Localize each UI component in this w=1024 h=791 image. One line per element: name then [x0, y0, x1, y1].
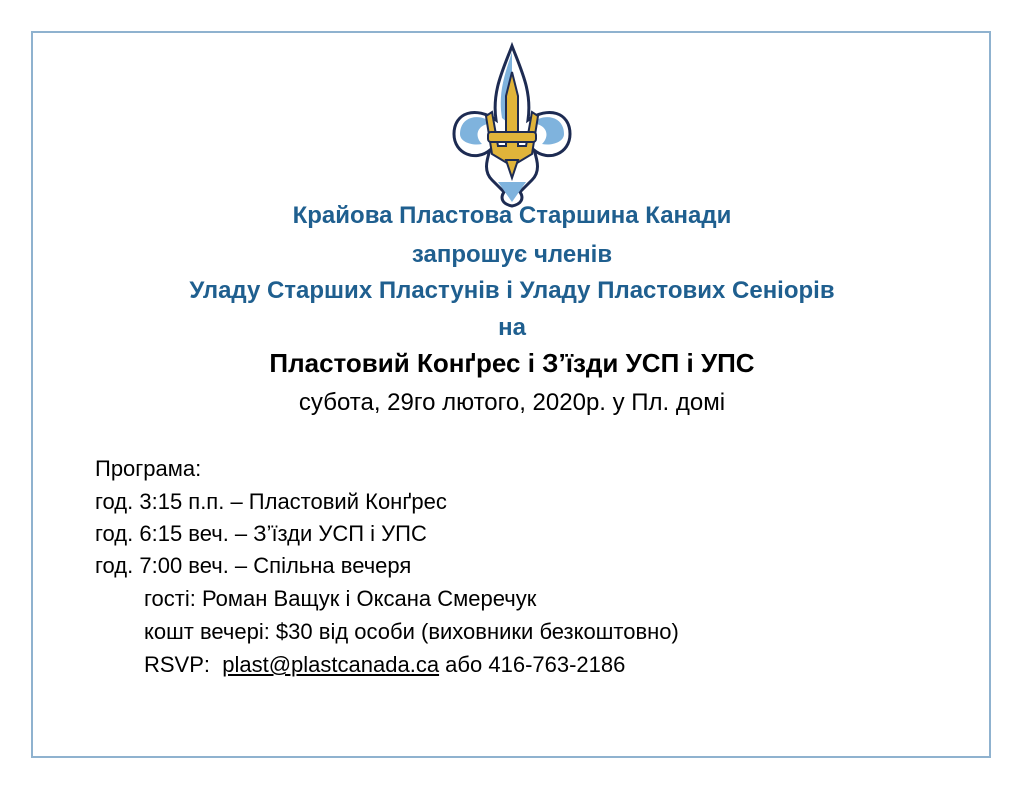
org-name: Крайова Пластова Старшина Канади: [292, 202, 732, 229]
audience-line: Уладу Старших Пластунів і Уладу Пластових Сеніорів: [189, 277, 835, 304]
event-title: Пластовий Конґрес і З’їзди УСП і УПС: [269, 348, 755, 378]
guests-line: гості: Роман Ващук і Оксана Смеречук: [144, 586, 537, 611]
rsvp-label: RSVP:: [144, 652, 223, 677]
invite-line: запрошує членів: [411, 241, 613, 268]
program-item: год. 7:00 веч. – Спільна вечеря: [95, 553, 412, 578]
rsvp-email-link[interactable]: plast@plastcanada.ca: [222, 652, 440, 677]
event-date: субота, 29го лютого, 2020р. у Пл. домі: [298, 389, 726, 416]
rsvp-line: [144, 652, 625, 678]
program-heading: Програма:: [95, 456, 202, 481]
cost-line: кошт вечері: $30 від особи (виховники безкоштовно): [144, 619, 679, 644]
program-item: год. 3:15 п.п. – Пластовий Конґрес: [95, 489, 447, 514]
on-line: на: [498, 314, 526, 341]
rsvp-phone: або 416-763-2186: [439, 652, 626, 677]
plast-lily-trident-logo: [446, 42, 578, 208]
program-item: год. 6:15 веч. – З’їзди УСП і УПС: [95, 521, 427, 546]
